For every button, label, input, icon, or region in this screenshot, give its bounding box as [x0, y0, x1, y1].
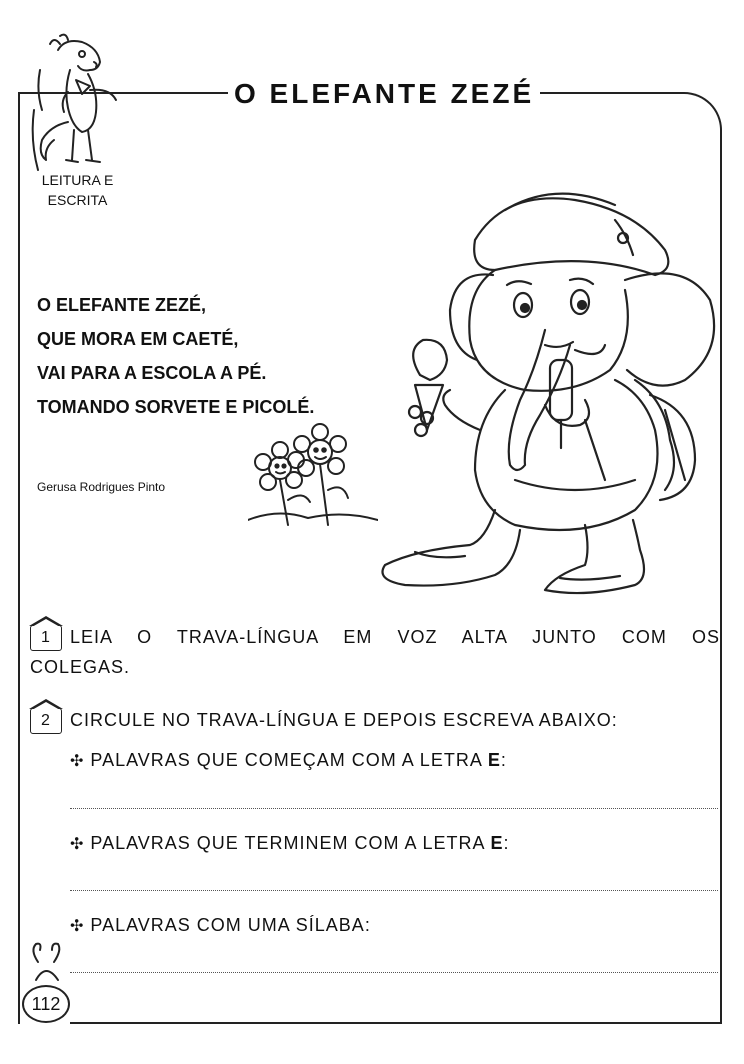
question-2 — [30, 708, 618, 734]
answer-line-1[interactable] — [70, 808, 718, 809]
elephant-illustration — [255, 180, 725, 600]
clover-bullet-icon: ✣ — [70, 836, 85, 853]
poem-line: VAI PARA A ESCOLA A PÉ. — [37, 363, 267, 383]
section-label-line-1: LEITURA E — [41, 172, 114, 188]
clover-bullet-icon: ✣ — [70, 753, 85, 770]
bullet-text: PALAVRAS QUE COMEÇAM COM A LETRA — [90, 750, 488, 770]
bullet-letter: E — [487, 750, 501, 770]
page-frame-bottom — [70, 1022, 720, 1024]
bullet-text: PALAVRAS QUE TERMINEM COM A LETRA — [90, 833, 491, 853]
question-1 — [30, 622, 720, 682]
poem-line: QUE MORA EM CAETÉ, — [37, 329, 239, 349]
instruction-bullet — [70, 833, 510, 854]
question-1-text: LEIA O TRAVA-LÍNGUA EM VOZ ALTA JUNTO COM OS COLEGAS. — [30, 627, 720, 677]
poem-line: TOMANDO SORVETE E PICOLÉ. — [37, 397, 315, 417]
page-number: 112 — [22, 985, 70, 1023]
horse-mascot-icon — [20, 30, 130, 180]
clover-bullet-icon: ✣ — [70, 918, 85, 935]
instruction-bullet — [70, 750, 507, 771]
bullet-letter: E — [490, 833, 504, 853]
house-number-icon: 1 — [30, 625, 62, 651]
page-title: O ELEFANTE ZEZÉ — [228, 78, 540, 110]
question-2-text: CIRCULE NO TRAVA-LÍNGUA E DEPOIS ESCREVA ABAIXO: — [70, 709, 618, 730]
bullet-suffix: : — [503, 833, 510, 853]
ladybug-icon — [22, 940, 72, 990]
poem-author: Gerusa Rodrigues Pinto — [37, 480, 166, 494]
bullet-text: PALAVRAS COM UMA SÍLABA: — [90, 915, 371, 935]
section-label — [30, 170, 125, 210]
flowers-illustration — [248, 420, 378, 530]
bullet-suffix: : — [500, 750, 507, 770]
poem-line: O ELEFANTE ZEZÉ, — [37, 295, 207, 315]
answer-line-2[interactable] — [70, 890, 718, 891]
instruction-bullet — [70, 915, 371, 936]
section-label-line-2: ESCRITA — [47, 192, 108, 208]
house-number-icon: 2 — [30, 708, 62, 734]
answer-line-3[interactable] — [70, 972, 718, 973]
